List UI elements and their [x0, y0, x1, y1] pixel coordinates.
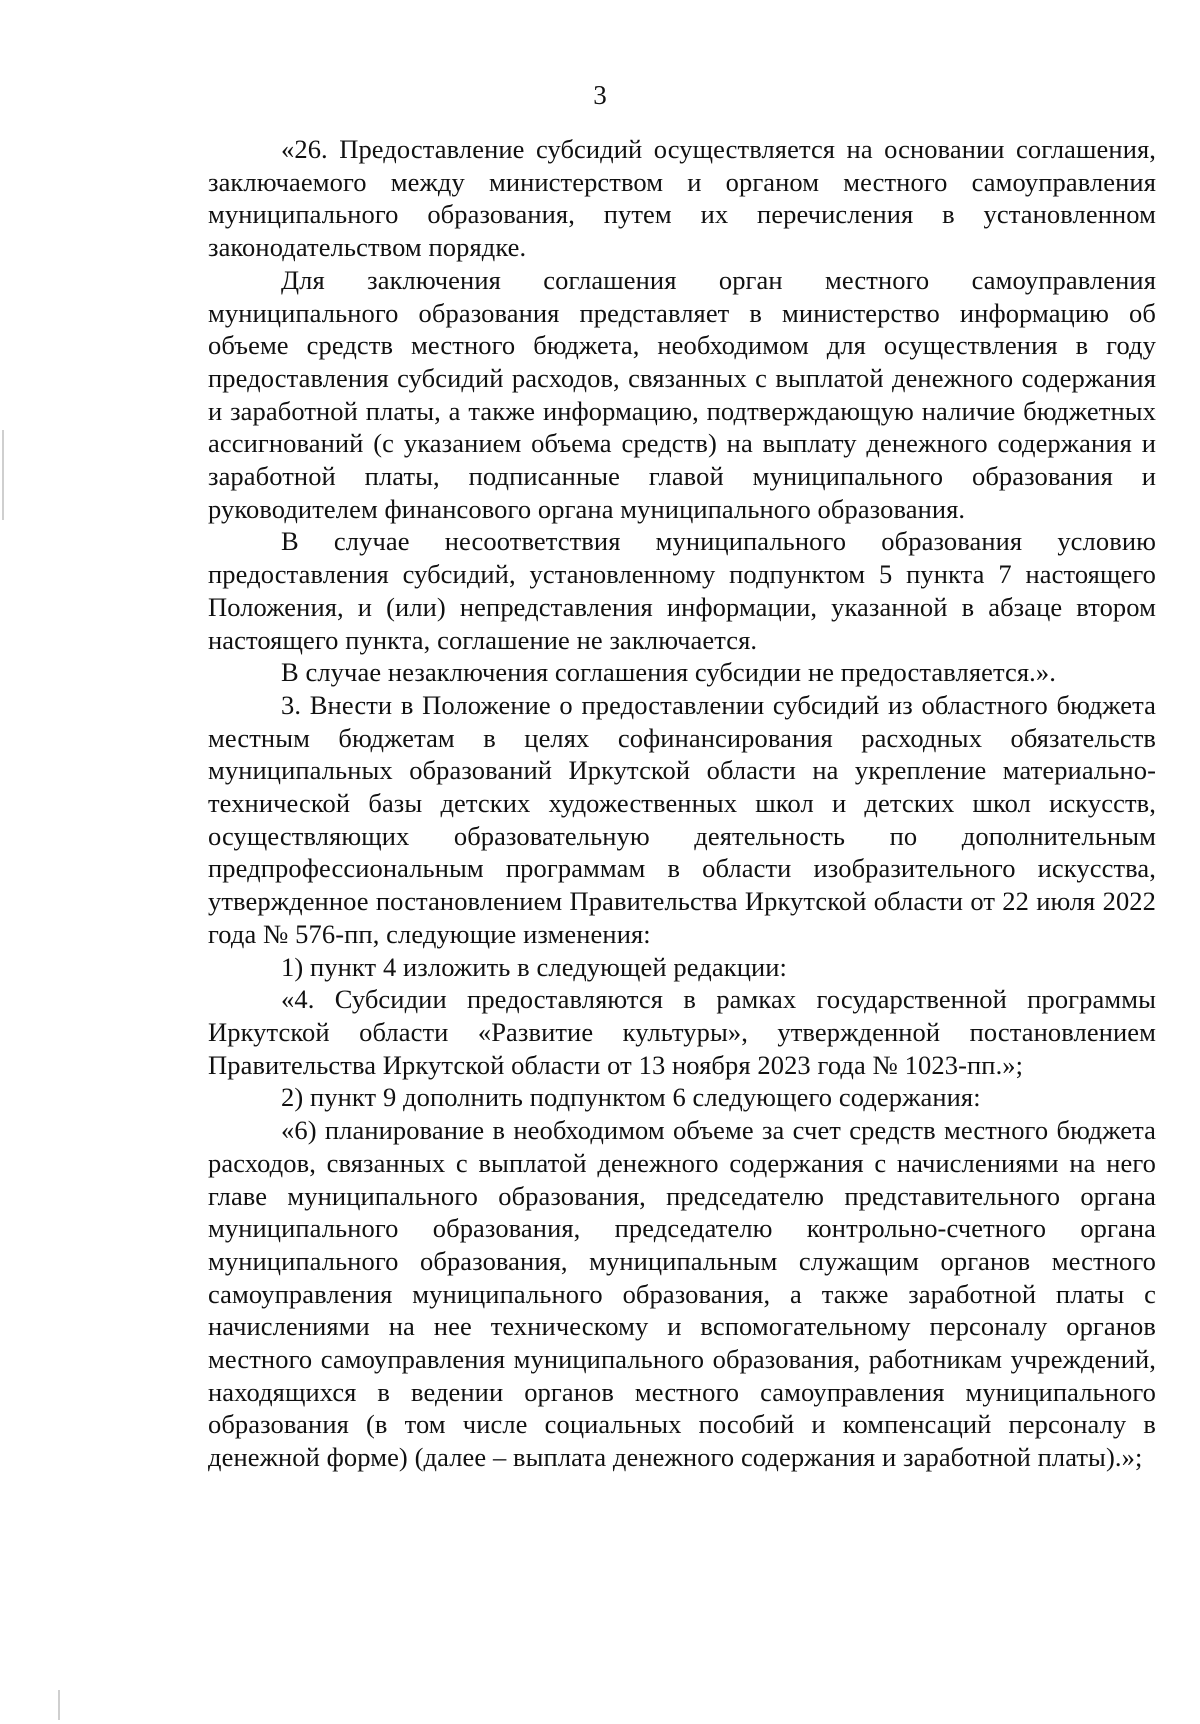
paragraph-no-agreement: В случае незаключения соглашения субсидии не предоставляется.».: [281, 657, 1056, 688]
scan-edge-mark: [2, 430, 4, 520]
paragraph-point-4-text: «4. Субсидии предоставляются в рамках государственной программы Иркутской области «Развитие культуры», утвержденной постановлением Правительства Иркутской области от 13 ноября 2023 года № 1023-пп.»;: [208, 984, 1156, 1080]
paragraph-26-intro: «26. Предоставление субсидий осуществляется на основании соглашения, заключаемого между министерством и органом местного самоуправления муниципального образования, путем их перечисления в установленном законодательством порядке.: [208, 134, 1156, 263]
scan-edge-mark: [58, 1690, 60, 1720]
paragraph-subitem-1: 1) пункт 4 изложить в следующей редакции:: [281, 951, 787, 982]
document-body: [208, 133, 1156, 1474]
page-number: 3: [593, 80, 607, 110]
paragraph-noncompliance: В случае несоответствия муниципального образования условию предоставления субсидий, установленному подпунктом 5 пункта 7 настоящего Положения, и (или) непредставления информации, указанной в абзаце втором настоящего пункта, соглашение не заключается.: [208, 526, 1156, 655]
paragraph-subitem-2: 2) пункт 9 дополнить подпунктом 6 следующего содержания:: [281, 1082, 981, 1113]
paragraph-subpoint-6-text: «6) планирование в необходимом объеме за счет средств местного бюджета расходов, связанных с выплатой денежного содержания с начислениями на него главе муниципального образования, председателю представительного органа муниципального образования, председателю контрольно-счетного органа муниципального образования, муниципальным служащим органов местного самоуправления муниципального образования, а также заработной платы с начислениями на нее техническому и вспомогательному персоналу органов местного самоуправления муниципального образования, работникам учреждений, находящихся в ведении органов местного самоуправления муниципального образования (в том числе социальных пособий и компенсаций персоналу в денежной форме) (далее – выплата денежного содержания и заработной платы).»;: [208, 1115, 1156, 1473]
paragraph-agreement-conclusion: Для заключения соглашения орган местного самоуправления муниципального образования представляет в министерство информацию об объеме средств местного бюджета, необходимом для осуществления в году предоставления субсидий расходов, связанных с выплатой денежного содержания и заработной платы, а также информацию, подтверждающую наличие бюджетных ассигнований (с указанием объема средств) на выплату денежного содержания и заработной платы, подписанные главой муниципального образования и руководителем финансового органа муниципального образования.: [208, 264, 1156, 524]
paragraph-item-3: 3. Внести в Положение о предоставлении субсидий из областного бюджета местным бюджетам в целях софинансирования расходных обязательств муниципальных образований Иркутской области на укрепление материально-технической базы детских художественных школ и детских школ искусств, осуществляющих образовательную деятельность по дополнительным предпрофессиональным программам в области изобразительного искусства, утвержденное постановлением Правительства Иркутской области от 22 июля 2022 года № 576-пп, следующие изменения:: [208, 689, 1156, 949]
